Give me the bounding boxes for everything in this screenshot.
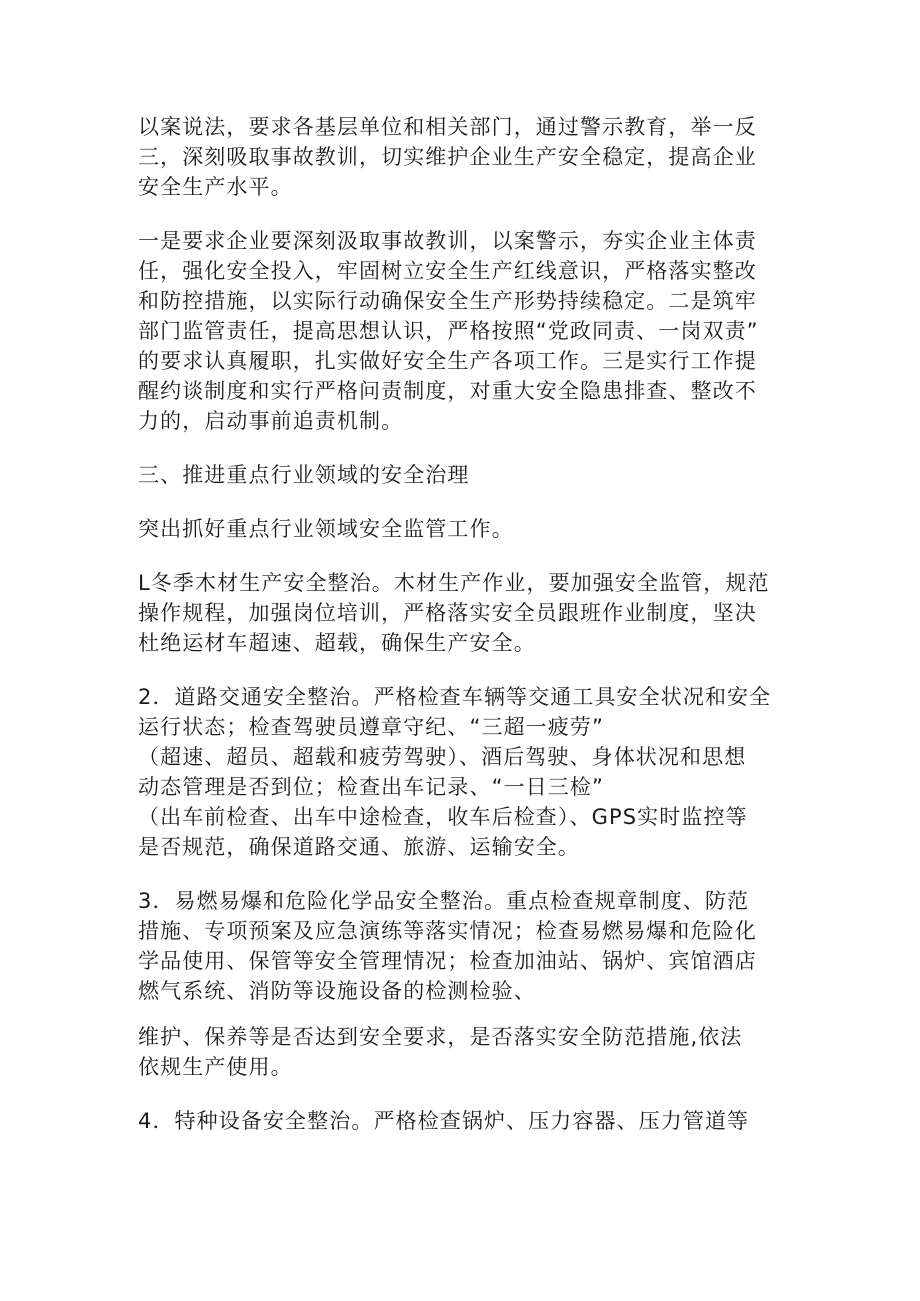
text-line: 以案说法，要求各基层单位和相关部门，通过警示教育，举一反	[138, 115, 757, 139]
text-line: L冬季木材生产安全整治。木材生产作业，要加强安全监管，规范	[138, 571, 770, 595]
text-line: 和防控措施，以实际行动确保安全生产形势持续稳定。二是筑牢	[138, 289, 757, 313]
list-item-2-traffic	[138, 682, 798, 862]
text-line: （超速、超员、超载和疲劳驾驶）、酒后驾驶、身体状况和思想	[138, 745, 747, 769]
text-line: 三，深刻吸取事故教训，切实维护企业生产安全稳定，提高企业	[138, 145, 757, 169]
text-line: 突出抓好重点行业领域安全监管工作。	[138, 517, 514, 541]
text-line: 措施、专项预案及应急演练等落实情况；检查易燃易爆和危险化	[138, 919, 757, 943]
list-item-3-hazardous	[138, 886, 798, 1006]
paragraph-case-study	[138, 112, 798, 202]
paragraph-responsibilities	[138, 226, 798, 436]
text-line: 运行状态；检查驾驶员遵章守纪、“三超一疲劳”	[138, 715, 604, 739]
text-line: 安全生产水平。	[138, 175, 293, 199]
text-line: （出车前检查、出车中途检查，收车后检查）、GPS实时监控等	[138, 805, 748, 829]
list-item-4-special-equipment	[138, 1106, 798, 1136]
text-line: 操作规程，加强岗位培训，严格落实安全员跟班作业制度，坚决	[138, 601, 757, 625]
text-line: 2．道路交通安全整治。严格检查车辆等交通工具安全状况和安全	[138, 685, 772, 709]
text-line: 一是要求企业要深刻汲取事故教训，以案警示，夯实企业主体责	[138, 229, 757, 253]
text-line: 醒约谈制度和实行严格问责制度，对重大安全隐患排查、整改不	[138, 379, 757, 403]
text-line: 动态管理是否到位；检查出车记录、“一日三检”	[138, 775, 604, 799]
text-line: 任，强化安全投入，牢固树立安全生产红线意识，严格落实整改	[138, 259, 757, 283]
text-line: 依规生产使用。	[138, 1055, 293, 1079]
text-line: 部门监管责任，提高思想认识，严格按照“党政同责、一岗双责”	[138, 319, 759, 343]
text-line: 是否规范，确保道路交通、旅游、运输安全。	[138, 835, 580, 859]
section-heading	[138, 460, 798, 490]
list-item-1-timber	[138, 568, 798, 658]
text-line: 燃气系统、消防等设施设备的检测检验、	[138, 979, 536, 1003]
document-body	[138, 112, 798, 1158]
paragraph-maintenance	[138, 1022, 798, 1082]
text-line: 维护、保养等是否达到安全要求，是否落实安全防范措施,依法	[138, 1025, 743, 1049]
text-line: 力的，启动事前追责机制。	[138, 409, 404, 433]
text-line: 4．特种设备安全整治。严格检查锅炉、压力容器、压力管道等	[138, 1109, 750, 1133]
text-line: 学品使用、保管等安全管理情况；检查加油站、锅炉、宾馆酒店	[138, 949, 757, 973]
heading-text: 三、推进重点行业领域的安全治理	[138, 463, 470, 487]
text-line: 3．易燃易爆和危险化学品安全整治。重点检查规章制度、防范	[138, 889, 750, 913]
paragraph-intro	[138, 514, 798, 544]
text-line: 的要求认真履职，扎实做好安全生产各项工作。三是实行工作提	[138, 349, 757, 373]
text-line: 杜绝运材车超速、超载，确保生产安全。	[138, 631, 536, 655]
